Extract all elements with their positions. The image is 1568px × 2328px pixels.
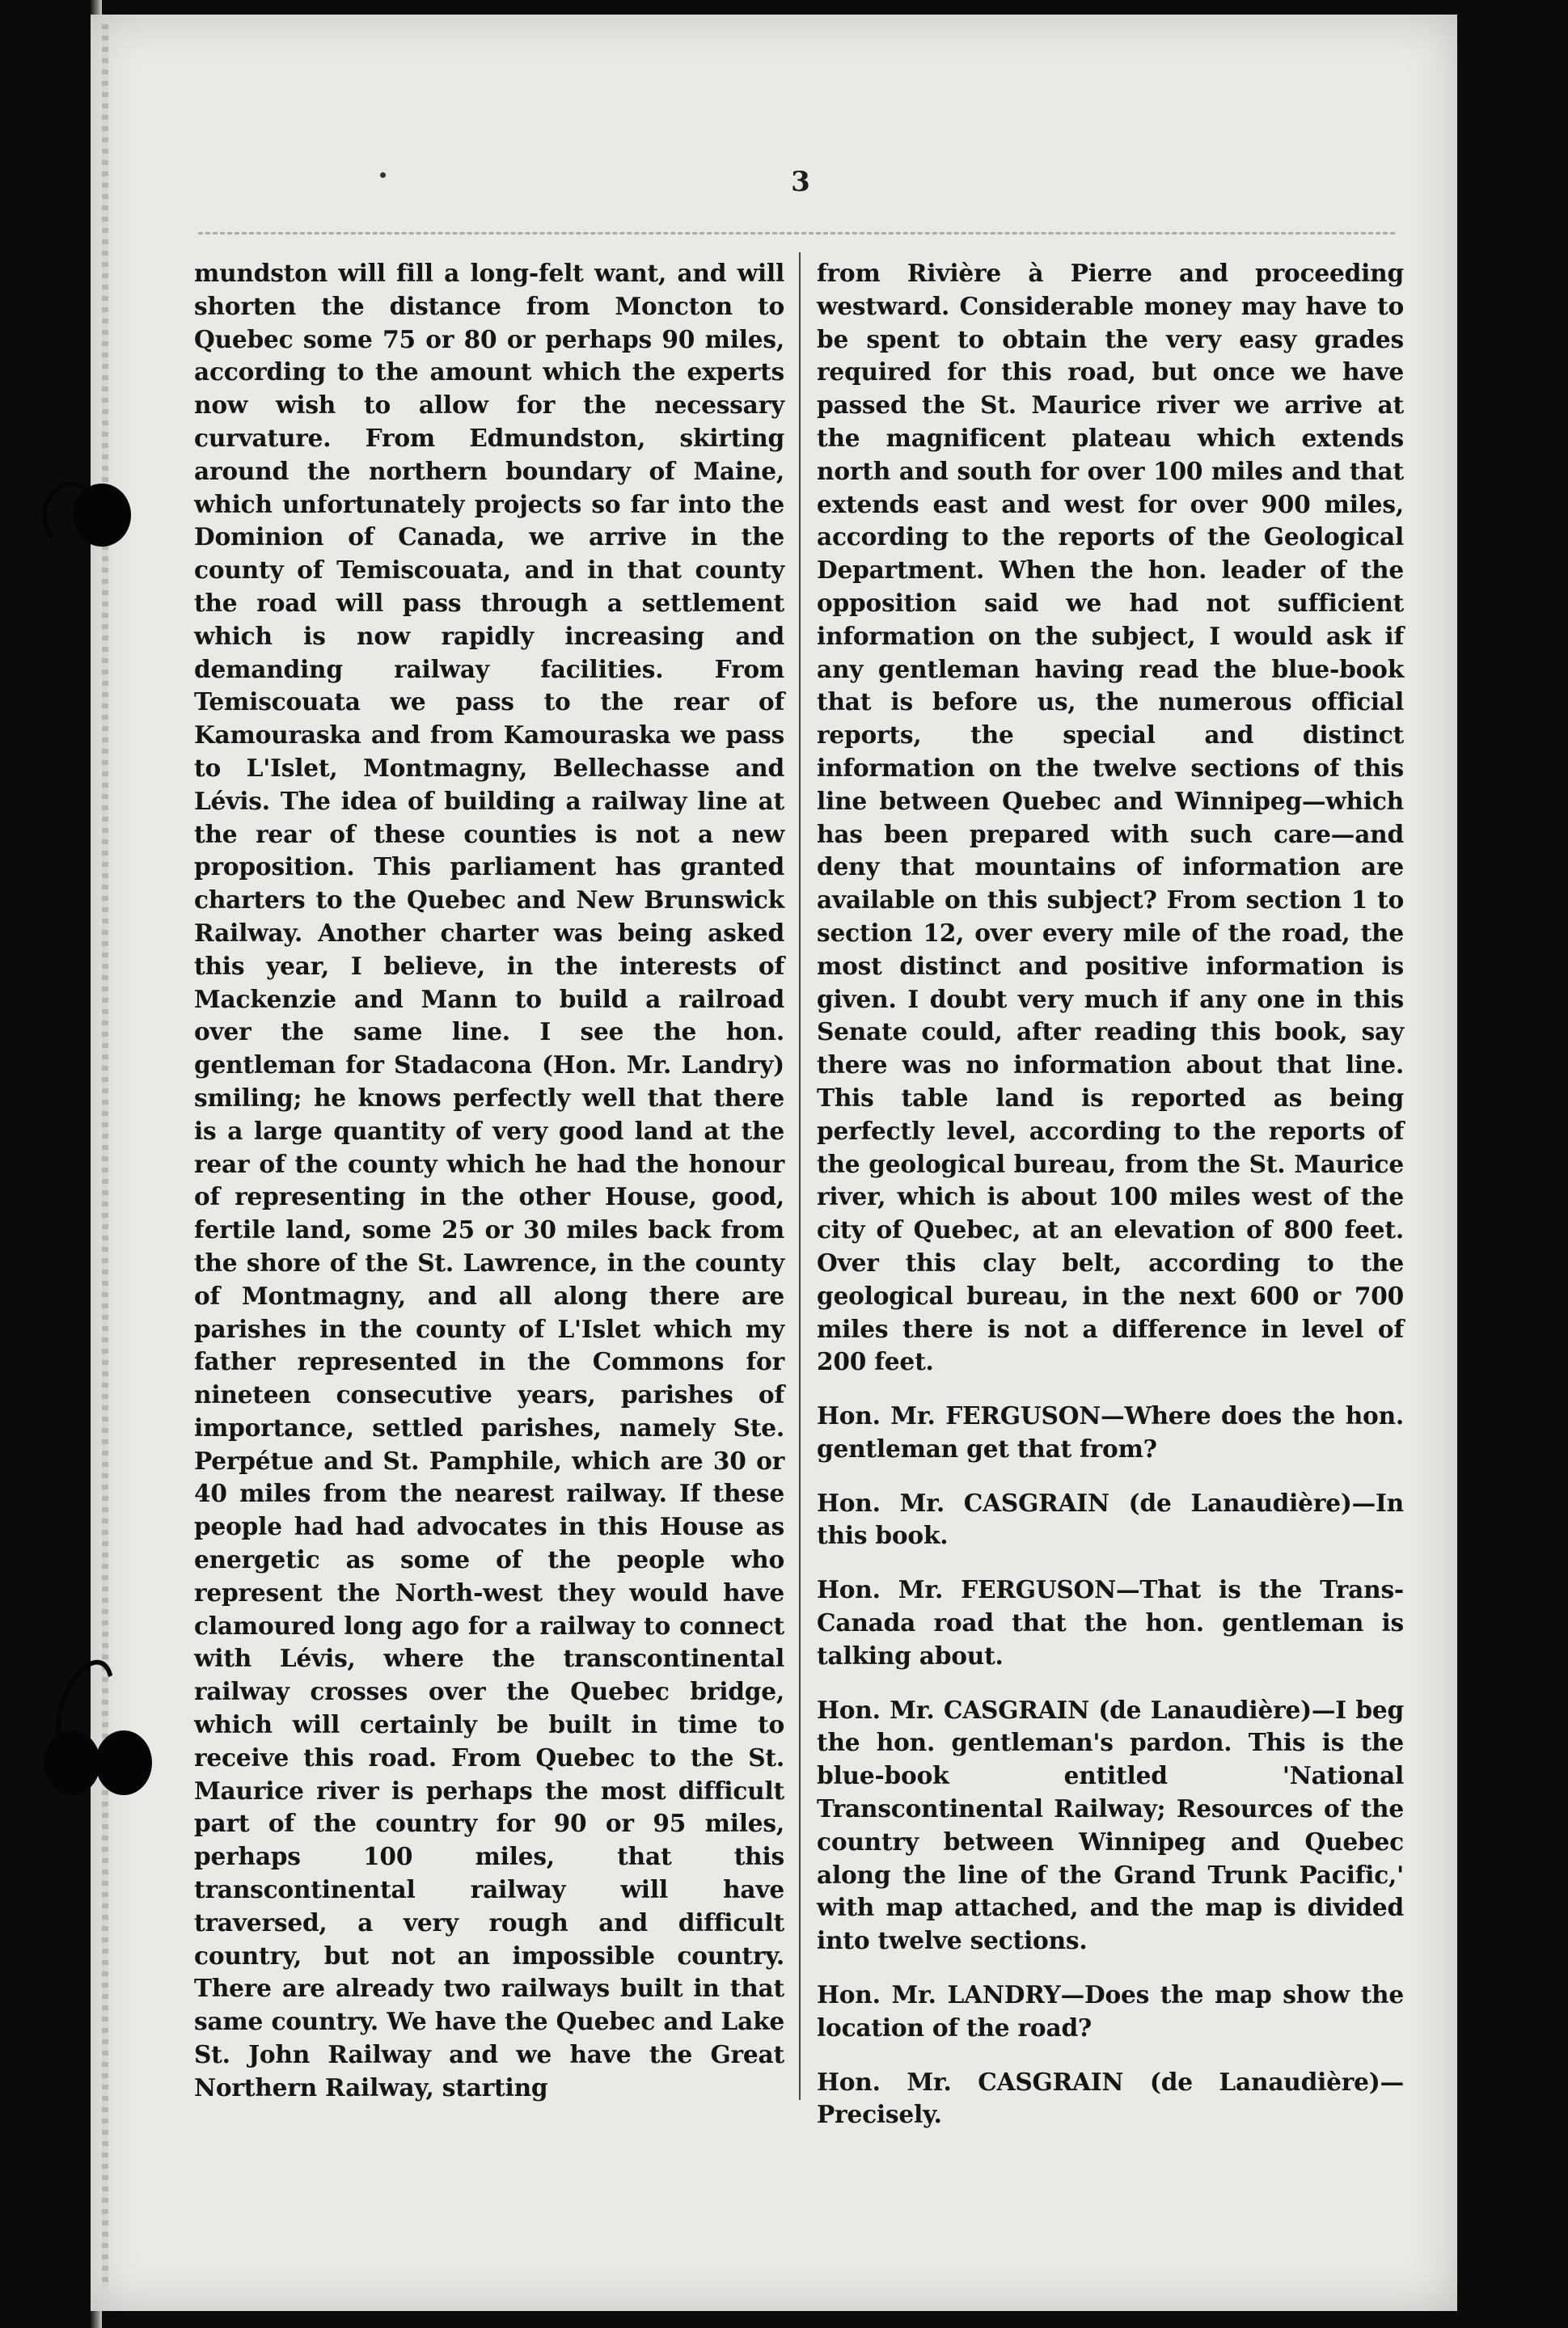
punch-hole-icon bbox=[73, 484, 131, 547]
page-number: 3 bbox=[791, 166, 810, 198]
punch-hole-icon bbox=[95, 1730, 152, 1795]
right-column bbox=[817, 257, 1404, 2132]
speech-casgrain-1: Hon. Mr. CASGRAIN (de Lanaudière)—In this book. bbox=[817, 1488, 1404, 1550]
speech-casgrain-2: Hon. Mr. CASGRAIN (de Lanaudière)—I beg the hon. gentleman's pardon. This is the blue-book entitled 'National Transcontinental Railway; Resources of the country between Winnipeg and Quebec along the line of the Grand Trunk Pacific,' with map attached, and the map is divided into twelve sections. bbox=[817, 1695, 1404, 1955]
binding-stitch-pattern bbox=[102, 24, 108, 2288]
right-dark-margin bbox=[1457, 0, 1568, 2328]
right-column-continuation: from Rivière à Pierre and proceeding westward. Considerable money may have to be spent to obtain the very easy grades required for this road, but once we have passed the St. Maurice river we arrive at the magnificent plateau which extends north and south for over 100 miles and that extends east and west for over 900 miles, according to the reports of the Geological Department. When the hon. leader of the opposition said we had not sufficient information on the subject, I would ask if any gentleman having read the blue-book that is before us, the numerous official reports, the special and distinct information on the twelve sections of this line between Quebec and Winnipeg—which has been prepared with such care—and deny that mountains of information are available on this subject? From section 1 to section 12, over every mile of the road, the most distinct and positive information is given. I doubt very much if any one in this Senate could, after reading this book, say there was no information about that line. This table land is reported as being perfectly level, according to the reports of the geological bureau, from the St. Maurice river, which is about 100 miles west of the city of Quebec, at an elevation of 800 feet. Over this clay belt, according to the geological bureau, in the next 600 or 700 miles there is not a difference in level of 200 feet. bbox=[817, 259, 1404, 1376]
speech-ferguson-2: Hon. Mr. FERGUSON—That is the Trans-Canada road that the hon. gentleman is talking about. bbox=[817, 1575, 1404, 1670]
left-column-text: mundston will fill a long-felt want, and will shorten the distance from Moncton to Quebec some 75 or 80 or perhaps 90 miles, according to the amount which the experts now wish to allow for the necessary curvature. From Edmundston, skirting around the northern boundary of Maine, which unfortunately projects so far into the Dominion of Canada, we arrive in the county of Temiscouata, and in that county the road will pass through a settlement which is now rapidly increasing and demanding railway facilities. From Temiscouata we pass to the rear of Kamouraska and from Kamouraska we pass to L'Islet, Montmagny, Bellechasse and Lévis. The idea of building a railway line at the rear of these counties is not a new proposition. This parliament has granted charters to the Quebec and New Brunswick Railway. Another charter was being asked this year, I believe, in the interests of Mackenzie and Mann to build a railroad over the same line. I see the hon. gentleman for Stadacona (Hon. Mr. Landry) smiling; he knows perfectly well that there is a large quantity of very good land at the rear of the county which he had the honour of representing in the other House, good, fertile land, some 25 or 30 miles back from the shore of the St. Lawrence, in the county of Montmagny, and all along there are parishes in the county of L'Islet which my father represented in the Commons for nineteen consecutive years, parishes of importance, settled parishes, namely Ste. Perpétue and St. Pamphile, which are 30 or 40 miles from the nearest railway. If these people had had advocates in this House as energetic as some of the people who represent the North-west they would have clamoured long ago for a railway to connect with Lévis, where the transcontinental railway crosses over the Quebec bridge, which will certainly be built in time to receive this road. From Quebec to the St. Maurice river is perhaps the most difficult part of the country for 90 or 95 miles, perhaps 100 miles, that this transcontinental railway will have traversed, a very rough and difficult country, but not an impossible country. There are already two railways built in that same country. We have the Quebec and Lake St. John Railway and we have the Great Northern Railway, starting bbox=[194, 259, 784, 2102]
punch-hole-icon bbox=[44, 1730, 100, 1795]
header-rule bbox=[198, 232, 1395, 234]
ink-speck bbox=[380, 172, 386, 178]
left-column bbox=[194, 257, 784, 2105]
speech-ferguson-1: Hon. Mr. FERGUSON—Where does the hon. gentleman get that from? bbox=[817, 1401, 1404, 1463]
column-divider bbox=[799, 252, 801, 2100]
speech-casgrain-3: Hon. Mr. CASGRAIN (de Lanaudière)—Precisely. bbox=[817, 2067, 1404, 2129]
speech-landry-1: Hon. Mr. LANDRY—Does the map show the location of the road? bbox=[817, 1980, 1404, 2042]
